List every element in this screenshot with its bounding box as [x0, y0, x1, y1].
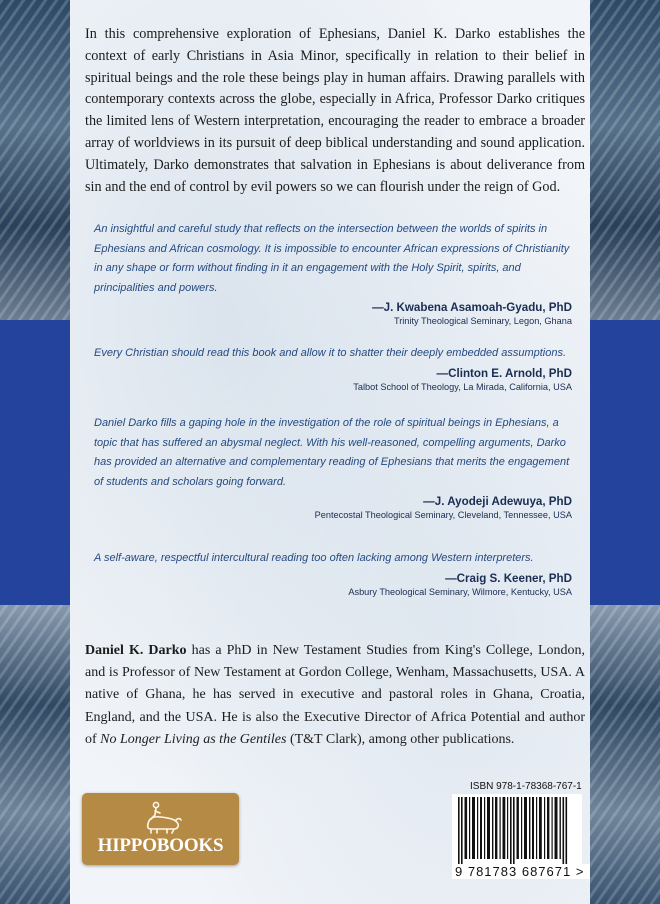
bio-text-end: (T&T Clark), among other publications.: [286, 731, 515, 747]
endorsement-affiliation: Pentecostal Theological Seminary, Cleveland, Tennessee, USA: [314, 510, 572, 520]
endorsement-author: —J. Kwabena Asamoah-Gyadu, PhD: [372, 301, 572, 314]
author-name: Daniel K. Darko: [85, 643, 187, 658]
endorsement-quote: An insightful and careful study that reflects on the intersection between the worlds of spirits in Ephesians and African cosmology. It is impossible to encounter African expressions of Christianity in any shape or form without finding in it an engagement with the Holy Spirit, spirits, and principalities and powers.: [94, 223, 570, 294]
endorsement-author: —Clinton E. Arnold, PhD: [436, 366, 572, 380]
barcode-digits: 9 781783 687671 >: [452, 864, 590, 879]
book-description: In this comprehensive exploration of Ephesians, Daniel K. Darko establishes the context of early Christians in Asia Minor, specifically in relation to their belief in spiritual beings and the role these beings play in human affairs. Drawing parallels with contemporary contexts across the globe, especially in Africa, Professor Darko critiques the limited lens of Western interpretation, encouraging the reader to embrace a broader array of worldviews in its pursuit of deep biblical understanding and sound application. Ultimately, Darko demonstrates that salvation in Ephesians is about deliverance from sin and the end of control by evil powers so we can flourish under the reign of God.: [85, 26, 585, 195]
endorsement-affiliation: Trinity Theological Seminary, Legon, Ghana: [393, 316, 572, 326]
endorsement-affiliation: Talbot School of Theology, La Mirada, California, USA: [353, 381, 572, 392]
endorsement-4: [94, 549, 572, 597]
right-blue-band: [590, 320, 660, 605]
endorsement-1: [94, 220, 572, 326]
endorsement-quote: Daniel Darko fills a gaping hole in the investigation of the role of spiritual beings in Ephesians, a topic that has suffered an abysmal neglect. With his well-reasoned, compelling arguments, Darko has provided an alternative and complementary reading of Ephesians that merits the engagement of students and scholars going forward.: [94, 417, 570, 488]
endorsement-2: [94, 344, 572, 392]
bio-text: has a PhD in New Testament Studies from King's College, London, and is Professor of New Testament at Gordon College, Wenham, Massachusetts, USA. A native of Ghana, he has served in executive and pastoral roles in Ghana, Croatia, England, and the USA. He is also the Executive Director of Africa Potential and author of: [85, 643, 586, 747]
book-title: No Longer Living as the Gentiles: [100, 731, 287, 747]
endorsement-quote: A self-aware, respectful intercultural reading too often lacking among Western interpreters.: [94, 552, 534, 564]
endorsement-affiliation: Asbury Theological Seminary, Wilmore, Kentucky, USA: [348, 586, 572, 597]
isbn-label: ISBN 978-1-78368-767-1: [470, 781, 582, 792]
endorsement-author: —J. Ayodeji Adewuya, PhD: [423, 495, 572, 508]
author-bio: [85, 640, 585, 751]
endorsement-3: [94, 414, 572, 520]
publisher-name: HIPPOBOOKS: [97, 835, 224, 856]
hippo-rider-icon: [140, 800, 184, 834]
left-blue-band: [0, 320, 70, 605]
endorsement-author: —Craig S. Keener, PhD: [445, 571, 572, 585]
publisher-logo: [82, 793, 239, 865]
barcode: [452, 794, 582, 864]
endorsement-quote: Every Christian should read this book and allow it to shatter their deeply embedded assumptions.: [94, 347, 567, 359]
barcode-bars: [452, 794, 582, 864]
